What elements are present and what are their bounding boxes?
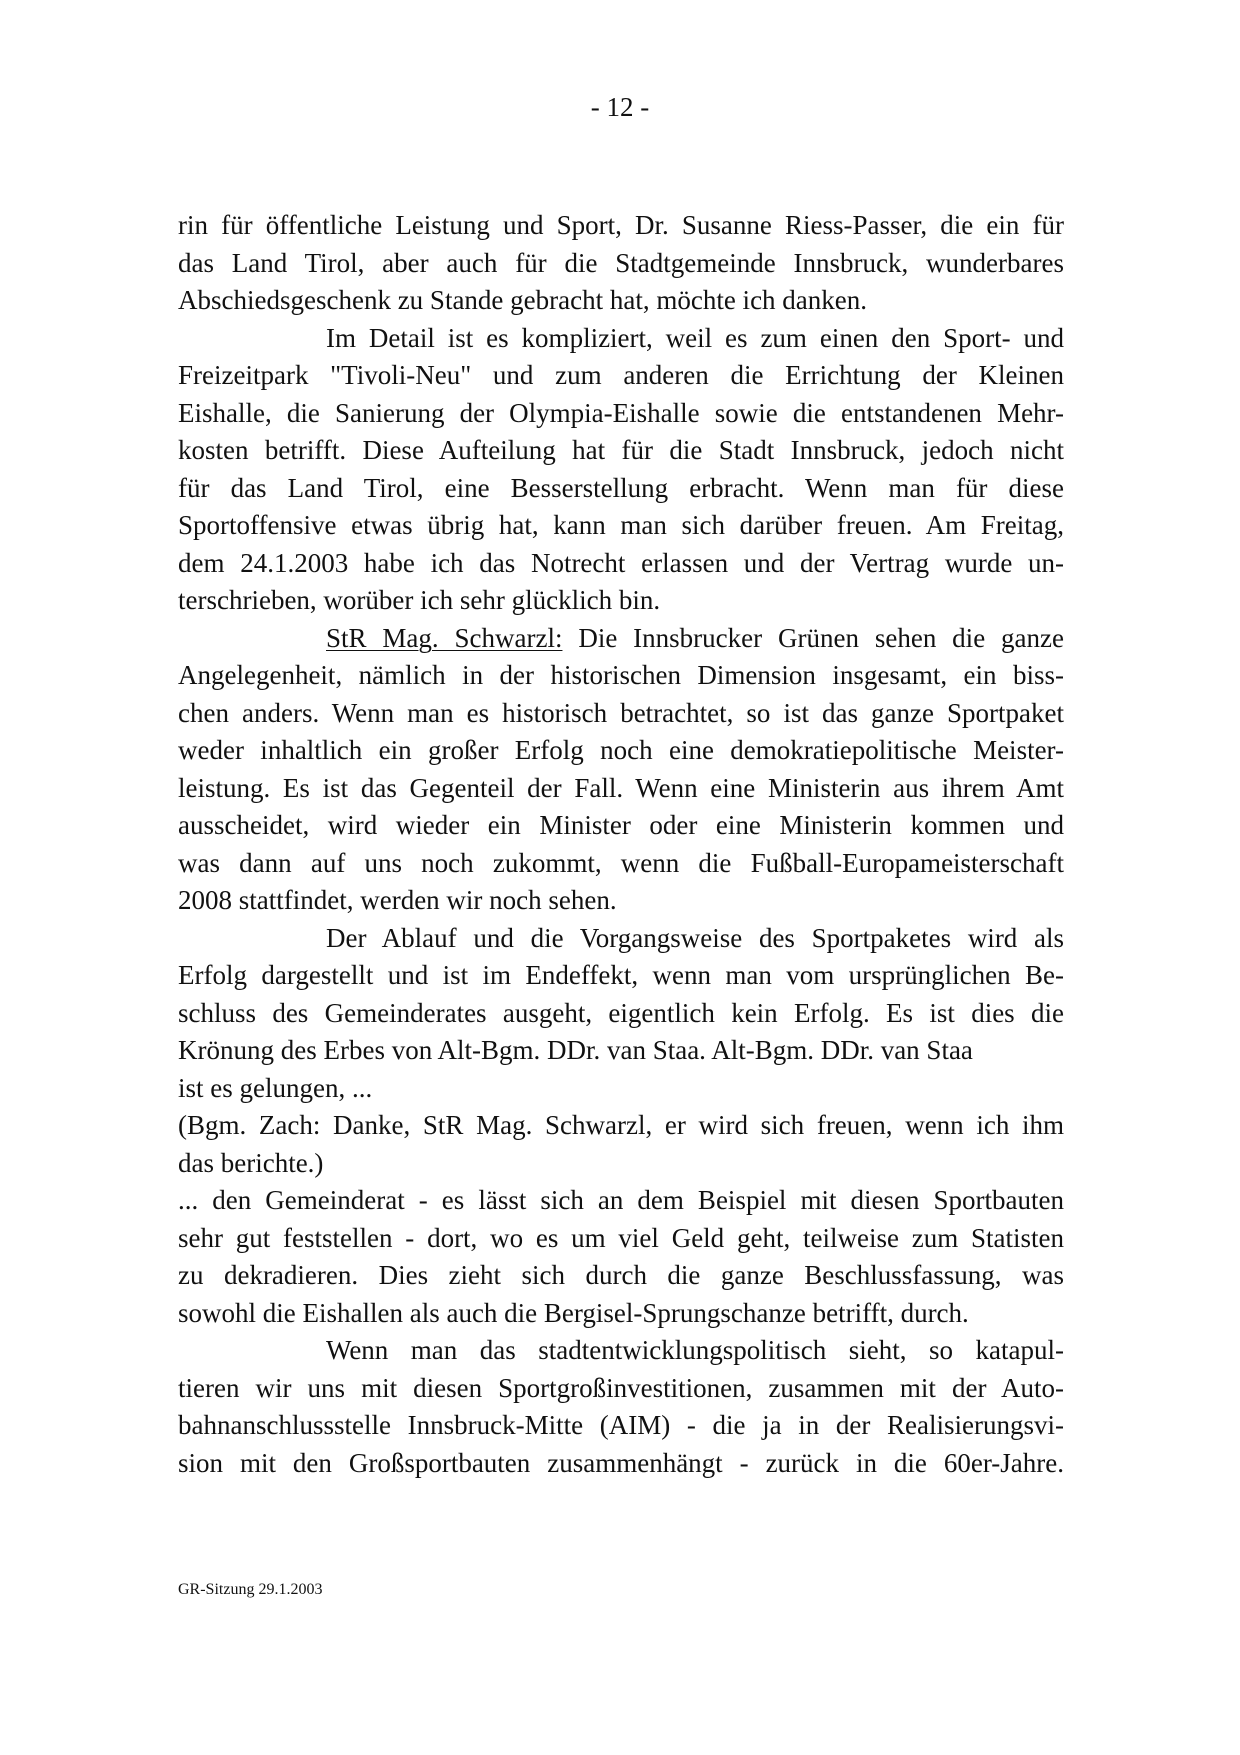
- text-line: kosten betrifft. Diese Aufteilung hat für die Stadt Innsbruck, jedoch nicht: [178, 435, 1064, 465]
- paragraph: [178, 320, 1064, 620]
- document-body: [178, 207, 1064, 1482]
- speaker-name: StR Mag. Schwarzl:: [326, 622, 563, 653]
- text-line: sowohl die Eishallen als auch die Bergisel-Sprungschanze betrifft, durch.: [178, 1297, 969, 1328]
- text-line: Krönung des Erbes von Alt-Bgm. DDr. van Staa. Alt-Bgm. DDr. van Staa: [178, 1035, 973, 1065]
- text-line: weder inhaltlich ein großer Erfolg noch eine demokratiepolitische Meister-: [178, 735, 1064, 765]
- text-line: bahnanschlussstelle Innsbruck-Mitte (AIM) - die ja in der Realisierungsvi-: [178, 1410, 1064, 1440]
- text-line: Erfolg dargestellt und ist im Endeffekt, wenn man vom ursprünglichen Be-: [178, 960, 1064, 990]
- speaker-line-text: Die Innsbrucker Grünen sehen die ganze: [562, 622, 1064, 653]
- text-line: Im Detail ist es kompliziert, weil es zum einen den Sport- und: [326, 322, 1064, 353]
- text-line: sehr gut feststellen - dort, wo es um viel Geld geht, teilweise zum Statisten: [178, 1222, 1064, 1253]
- text-line: terschrieben, worüber ich sehr glücklich bin.: [178, 585, 661, 615]
- text-line: ausscheidet, wird wieder ein Minister oder eine Ministerin kommen und: [178, 810, 1064, 840]
- text-line: das Land Tirol, aber auch für die Stadtgemeinde Innsbruck, wunderbares: [178, 247, 1064, 278]
- speaker-line: [178, 620, 1064, 658]
- text-line: (Bgm. Zach: Danke, StR Mag. Schwarzl, er wird sich freuen, wenn ich ihm: [178, 1110, 1064, 1140]
- text-line: schluss des Gemeinderates ausgeht, eigentlich kein Erfolg. Es ist dies die: [178, 997, 1064, 1028]
- paragraph: [178, 620, 1064, 920]
- text-line: leistung. Es ist das Gegenteil der Fall. Wenn eine Ministerin aus ihrem Amt: [178, 772, 1064, 803]
- text-line: Sportoffensive etwas übrig hat, kann man sich darüber freuen. Am Freitag,: [178, 510, 1064, 540]
- text-line: Eishalle, die Sanierung der Olympia-Eishalle sowie die entstandenen Mehr-: [178, 397, 1064, 428]
- text-line: Abschiedsgeschenk zu Stande gebracht hat, möchte ich danken.: [178, 285, 868, 315]
- text-line: ist es gelungen, ...: [178, 1072, 373, 1103]
- text-line: Der Ablauf und die Vorgangsweise des Sportpaketes wird als: [326, 922, 1064, 953]
- interjection: [178, 1107, 1064, 1182]
- paragraph: [178, 207, 1064, 320]
- paragraph: [178, 1182, 1064, 1332]
- text-line: zu dekradieren. Dies zieht sich durch die ganze Beschlussfassung, was: [178, 1260, 1064, 1290]
- paragraph: [178, 1332, 1064, 1482]
- text-line: ... den Gemeinderat - es lässt sich an dem Beispiel mit diesen Sportbauten: [178, 1185, 1064, 1215]
- text-line: das berichte.): [178, 1147, 324, 1178]
- text-line: chen anders. Wenn man es historisch betrachtet, so ist das ganze Sportpaket: [178, 697, 1064, 728]
- text-line: tieren wir uns mit diesen Sportgroßinvestitionen, zusammen mit der Auto-: [178, 1372, 1064, 1403]
- page-number: - 12 -: [590, 92, 650, 122]
- text-line: Wenn man das stadtentwicklungspolitisch sieht, so katapul-: [326, 1335, 1064, 1365]
- footer-session-date: GR-Sitzung 29.1.2003: [178, 1581, 323, 1598]
- text-line: dem 24.1.2003 habe ich das Notrecht erlassen und der Vertrag wurde un-: [178, 547, 1064, 578]
- text-line: sion mit den Großsportbauten zusammenhängt - zurück in die 60er-Jahre.: [178, 1447, 1064, 1478]
- text-line: rin für öffentliche Leistung und Sport, Dr. Susanne Riess-Passer, die ein für: [178, 210, 1064, 240]
- text-line: Freizeitpark "Tivoli-Neu" und zum anderen die Errichtung der Kleinen: [178, 360, 1064, 390]
- text-line: Angelegenheit, nämlich in der historischen Dimension insgesamt, ein biss-: [178, 660, 1064, 690]
- text-line: für das Land Tirol, eine Besserstellung erbracht. Wenn man für diese: [178, 472, 1064, 503]
- text-line: 2008 stattfindet, werden wir noch sehen.: [178, 885, 617, 915]
- paragraph: [178, 920, 1064, 1108]
- text-line: was dann auf uns noch zukommt, wenn die Fußball-Europameisterschaft: [178, 847, 1064, 878]
